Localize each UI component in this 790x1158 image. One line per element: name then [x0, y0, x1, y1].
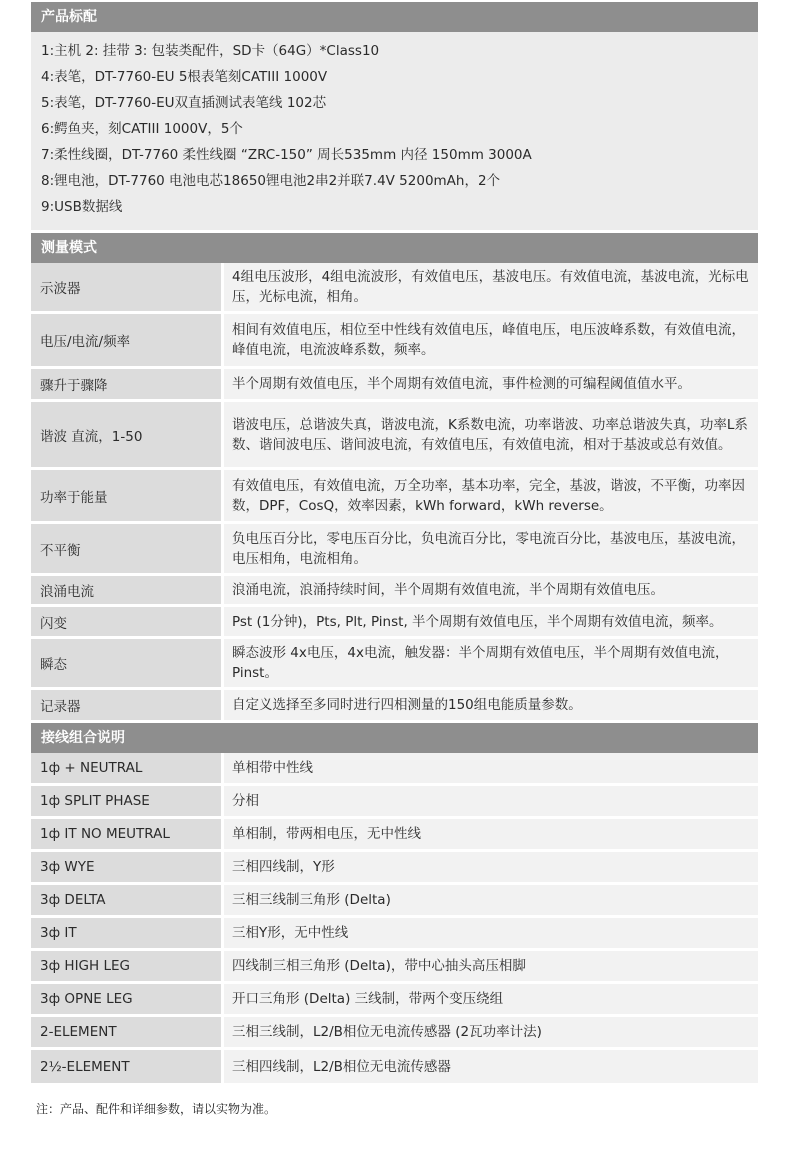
table-row	[31, 753, 758, 786]
table-row	[31, 639, 758, 690]
table-row	[31, 576, 758, 607]
row-label: 2½-ELEMENT	[31, 1050, 221, 1083]
row-value: 三相三线制三角形 (Delta)	[221, 885, 758, 918]
table-row	[31, 885, 758, 918]
table-row	[31, 402, 758, 470]
product-list-item: 4:表笔，DT-7760-EU 5根表笔刻CATIII 1000V	[41, 69, 328, 85]
row-value: 相间有效值电压，相位至中性线有效值电压，峰值电压，电压波峰系数，有效值电流，峰值电流，电流波峰系数，频率。	[221, 314, 758, 369]
table-row	[31, 690, 758, 720]
table-row	[31, 1050, 758, 1083]
row-value: 负电压百分比，零电压百分比，负电流百分比，零电流百分比，基波电压，基波电流，电压相角，电流相角。	[221, 524, 758, 576]
product-list-item: 6:鳄鱼夹，刻CATIII 1000V，5个	[41, 121, 243, 137]
row-value: 有效值电压，有效值电流，万全功率，基本功率，完全，基波，谐波，不平衡，功率因数，DPF，CosQ，效率因素，kWh forward，kWh reverse。	[221, 470, 758, 524]
table-row	[31, 263, 758, 314]
table-row	[31, 1017, 758, 1050]
row-value: 三相四线制，Y形	[221, 852, 758, 885]
row-label: 3ф IT	[31, 918, 221, 951]
row-label: 1ф + NEUTRAL	[31, 753, 221, 786]
row-value: 三相Y形，无中性线	[221, 918, 758, 951]
row-label: 浪涌电流	[31, 576, 221, 607]
row-value: 自定义选择至多同时进行四相测量的150组电能质量参数。	[221, 690, 758, 720]
row-value: 谐波电压，总谐波失真，谐波电流，K系数电流，功率谐波、功率总谐波失真，功率L系数、谐间波电压、谐间波电流，有效值电压，有效值电流，相对于基波或总有效值。	[221, 402, 758, 470]
row-value: 4组电压波形，4组电流波形，有效值电压，基波电压。有效值电流，基波电流，光标电压，光标电流，相角。	[221, 263, 758, 314]
row-value: 四线制三相三角形 (Delta)，带中心抽头高压相脚	[221, 951, 758, 984]
row-label: 示波器	[31, 263, 221, 314]
row-label: 瞬态	[31, 639, 221, 690]
section-header-wiring: 接线组合说明	[31, 723, 758, 753]
table-row	[31, 470, 758, 524]
table-row	[31, 984, 758, 1017]
spec-sheet	[31, 0, 758, 1083]
row-value: 瞬态波形 4x电压，4x电流，触发器：半个周期有效值电压，半个周期有效值电流，Pinst。	[221, 639, 758, 690]
section-header-measure-modes: 测量模式	[31, 233, 758, 263]
product-list-item: 8:锂电池，DT-7760 电池电芯18650锂电池2串2并联7.4V 5200mAh，2个	[41, 173, 501, 189]
row-label: 3ф WYE	[31, 852, 221, 885]
table-row	[31, 524, 758, 576]
row-value: 分相	[221, 786, 758, 819]
table-row	[31, 852, 758, 885]
row-value: Pst (1分钟)，Pts, Plt, Pinst, 半个周期有效值电压，半个周期有效值电流，频率。	[221, 607, 758, 639]
table-row	[31, 314, 758, 369]
product-list-item: 9:USB数据线	[41, 199, 123, 215]
row-label: 2-ELEMENT	[31, 1017, 221, 1050]
product-list	[31, 32, 758, 230]
product-list-item: 5:表笔，DT-7760-EU双直插测试表笔线 102芯	[41, 95, 327, 111]
row-label: 1ф IT NO MEUTRAL	[31, 819, 221, 852]
row-value: 开口三角形 (Delta) 三线制，带两个变压绕组	[221, 984, 758, 1017]
product-list-item: 7:柔性线圈，DT-7760 柔性线圈 “ZRC-150” 周长535mm 内径 150mm 3000A	[41, 147, 532, 163]
product-list-item: 1:主机 2: 挂带 3: 包装类配件，SD卡（64G）*Class10	[41, 43, 380, 59]
row-value: 三相四线制，L2/B相位无电流传感器	[221, 1050, 758, 1083]
row-value: 三相三线制，L2/B相位无电流传感器 (2瓦功率计法)	[221, 1017, 758, 1050]
row-label: 不平衡	[31, 524, 221, 576]
table-row	[31, 786, 758, 819]
row-label: 1ф SPLIT PHASE	[31, 786, 221, 819]
row-label: 闪变	[31, 607, 221, 639]
row-value: 单相制，带两相电压，无中性线	[221, 819, 758, 852]
table-row	[31, 819, 758, 852]
wiring-table	[31, 753, 758, 1083]
row-value: 单相带中性线	[221, 753, 758, 786]
section-header-product-list: 产品标配	[31, 2, 758, 32]
row-label: 3ф HIGH LEG	[31, 951, 221, 984]
table-row	[31, 918, 758, 951]
row-label: 骤升于骤降	[31, 369, 221, 402]
row-value: 半个周期有效值电压，半个周期有效值电流，事件检测的可编程阈值值水平。	[221, 369, 758, 402]
row-label: 3ф DELTA	[31, 885, 221, 918]
row-label: 谐波 直流，1-50	[31, 402, 221, 470]
table-row	[31, 951, 758, 984]
row-label: 3ф OPNE LEG	[31, 984, 221, 1017]
row-label: 功率于能量	[31, 470, 221, 524]
table-row	[31, 369, 758, 402]
measure-modes-table	[31, 263, 758, 720]
footnote: 注：产品、配件和详细参数，请以实物为准。	[36, 1102, 277, 1116]
row-value: 浪涌电流，浪涌持续时间，半个周期有效值电流，半个周期有效值电压。	[221, 576, 758, 607]
row-label: 电压/电流/频率	[31, 314, 221, 369]
table-row	[31, 607, 758, 639]
row-label: 记录器	[31, 690, 221, 720]
